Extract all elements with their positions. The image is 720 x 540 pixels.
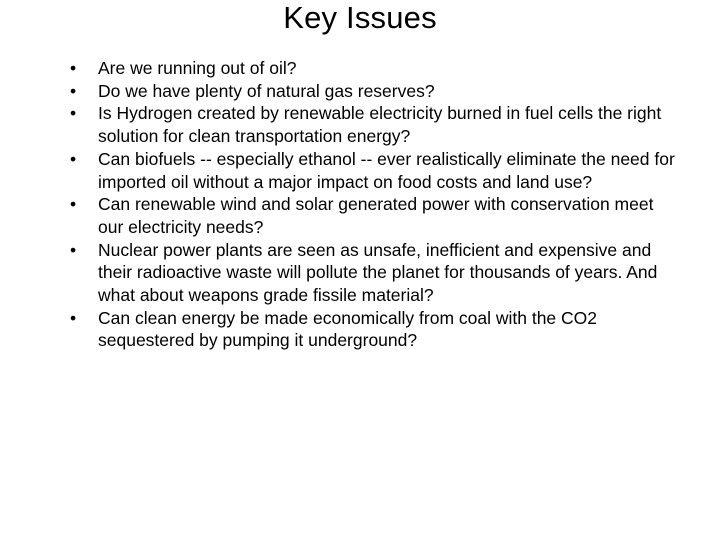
bullet-text: Are we running out of oil? [98,58,297,78]
bullet-marker: • [70,103,77,124]
bullet-marker: • [70,307,77,328]
bullet-text: Can clean energy be made economically from coal with the CO2 sequestered by pumping it underground? [98,307,597,351]
bullet-item [70,193,680,238]
bullet-text: Is Hydrogen created by renewable electricity burned in fuel cells the right solution for clean transportation energy? [98,103,662,147]
bullet-text: Can biofuels -- especially ethanol -- ever realistically eliminate the need for imported oil without a major impact on food costs and land use? [98,148,675,192]
bullet-marker: • [70,148,77,169]
bullet-marker: • [70,194,77,215]
bullet-item [70,80,680,103]
bullet-marker: • [70,239,77,260]
bullet-text: Nuclear power plants are seen as unsafe, inefficient and expensive and their radioactive waste will pollute the planet for thousands of years. And what about weapons grade fissile material? [98,239,658,306]
bullet-item [70,307,680,352]
bullet-marker: • [70,58,77,78]
bullet-item [70,239,680,307]
bullet-marker: • [70,80,77,101]
bullet-list [70,57,680,352]
slide-title: Key Issues [283,0,437,35]
bullet-item [70,102,680,147]
bullet-text: Can renewable wind and solar generated power with conservation meet our electricity needs? [98,194,654,237]
bullet-item [70,57,680,80]
bullet-text: Do we have plenty of natural gas reserves? [98,80,435,101]
bullet-item [70,148,680,193]
